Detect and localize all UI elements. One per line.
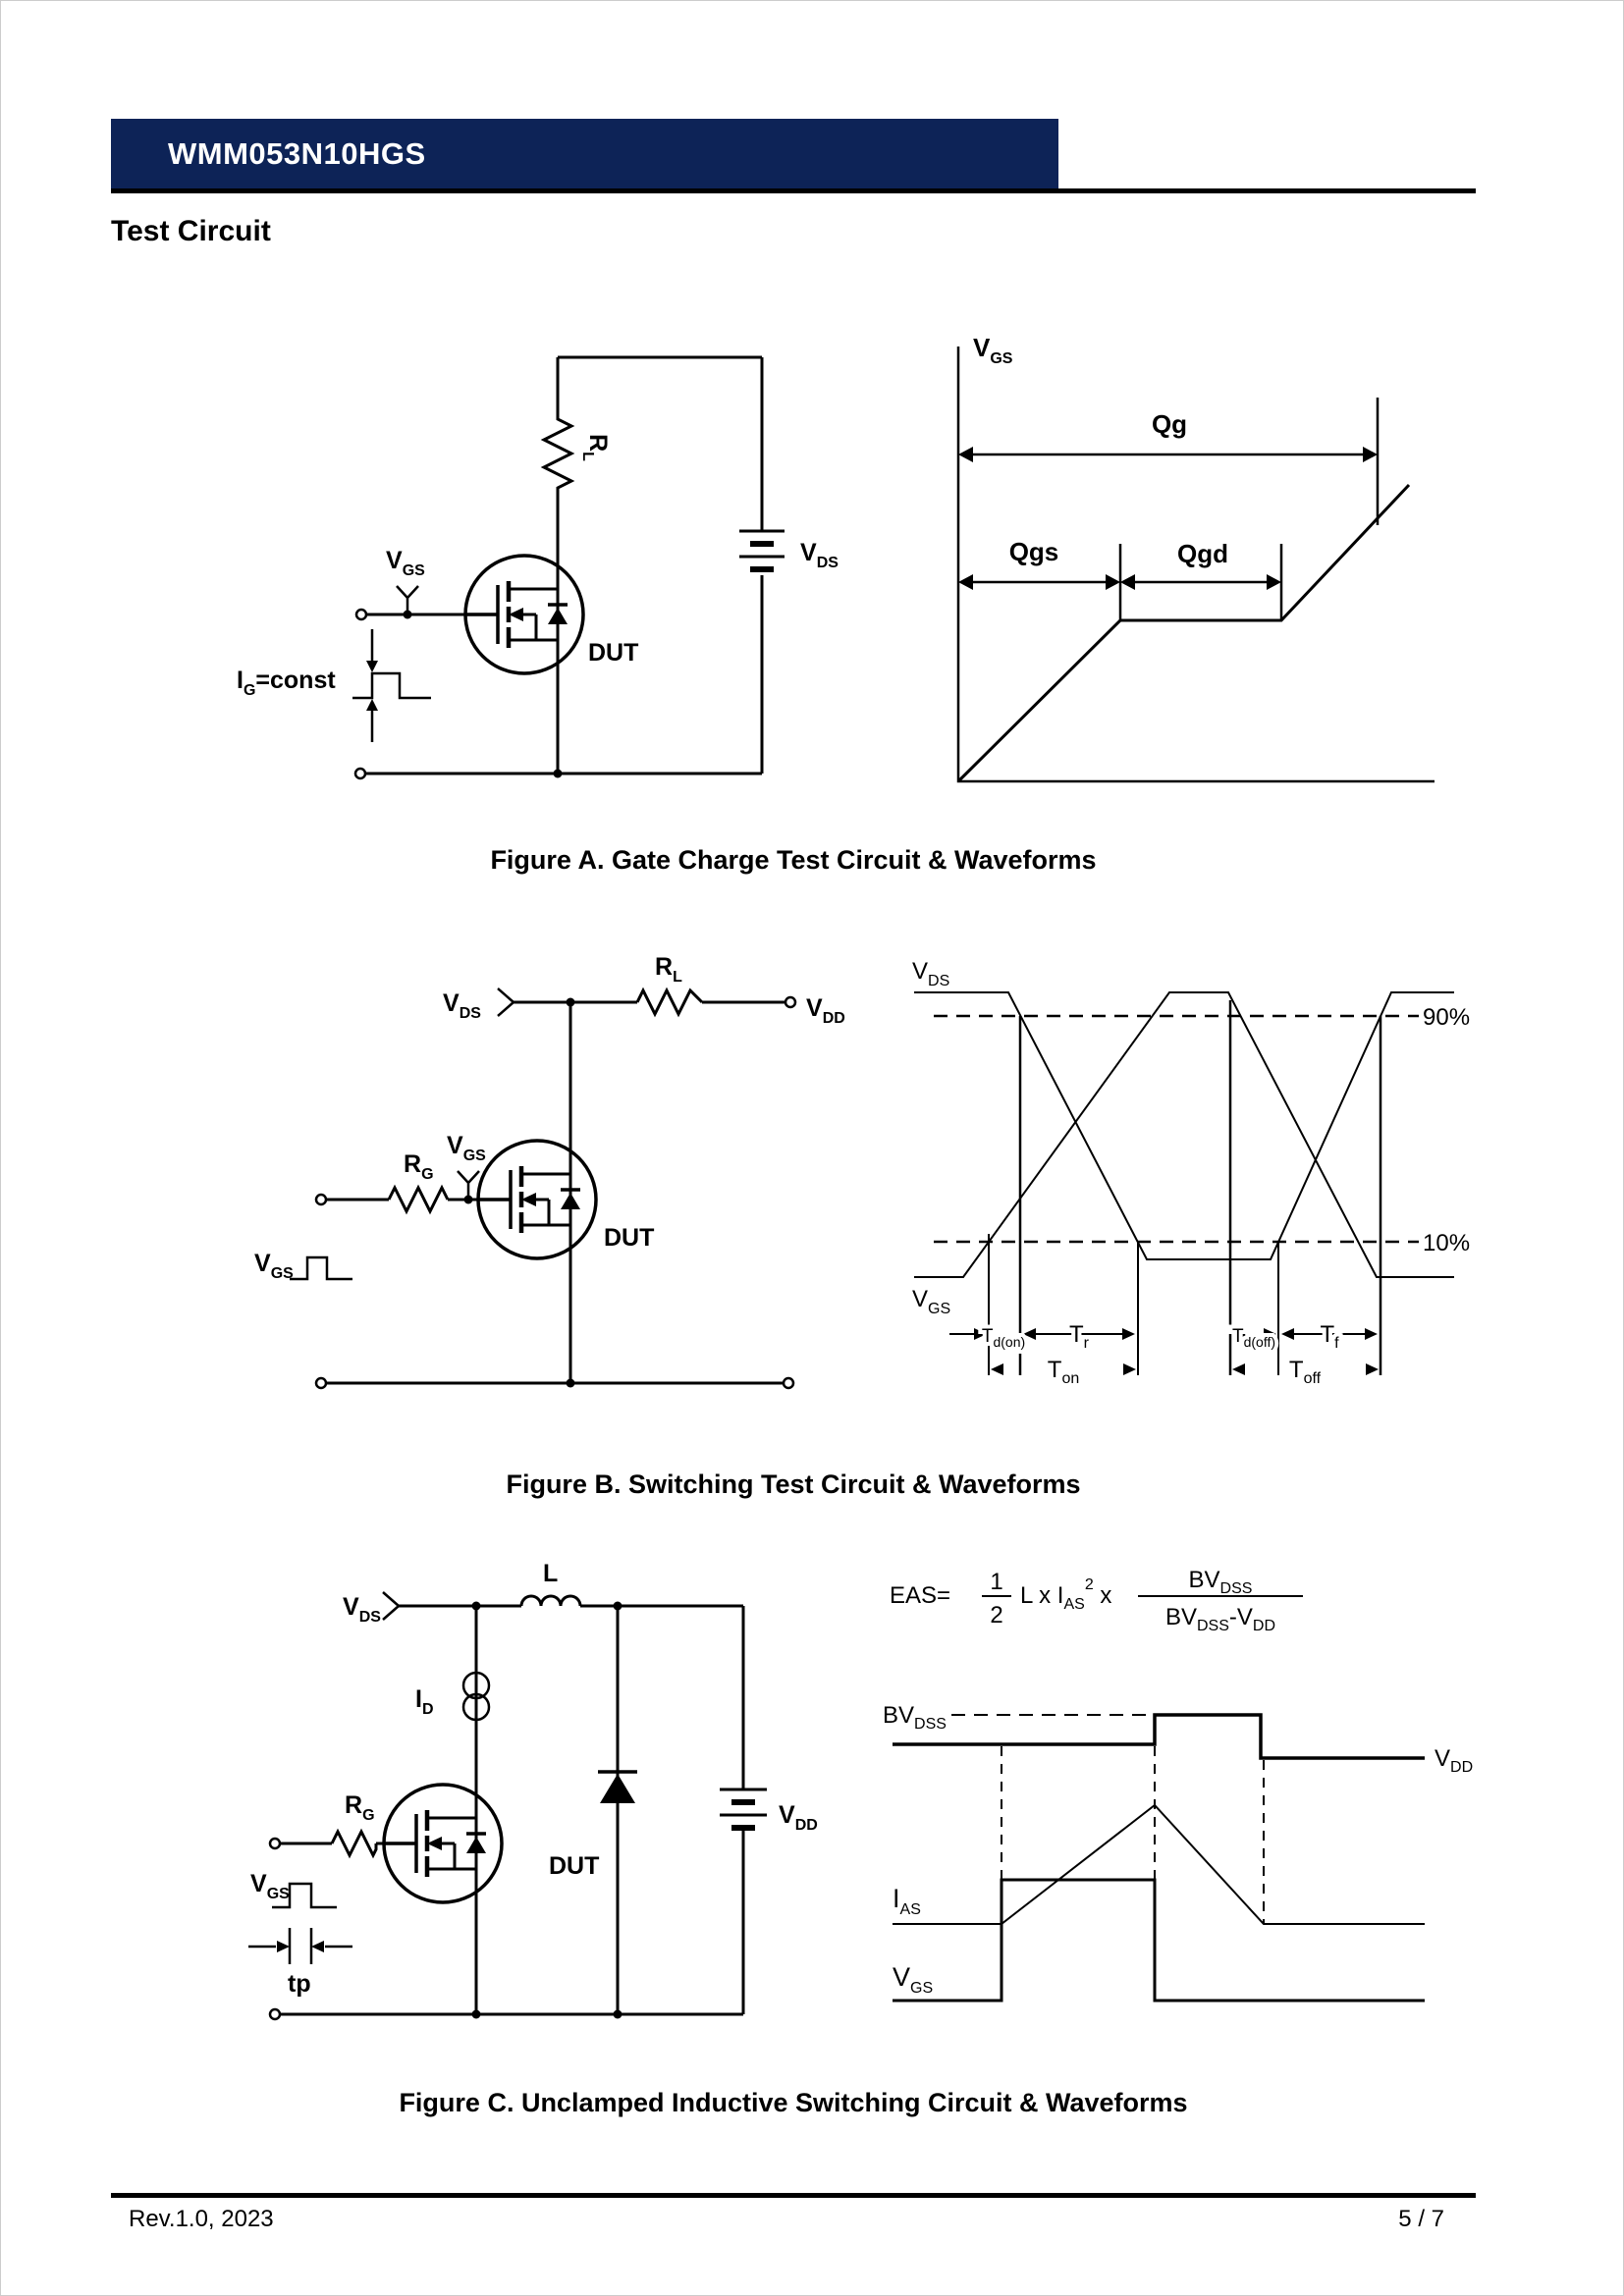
junction-dot-3 <box>472 2010 481 2019</box>
label-vgs-pulse: $V_{GS}$ <box>254 1250 294 1282</box>
label-vdd: $V_{DD}$ <box>1435 1745 1474 1776</box>
mosfet-symbol <box>465 556 583 673</box>
junction-dot-top <box>567 998 575 1007</box>
part-number: WMM053N10HGS <box>168 135 426 171</box>
page-title: Test Circuit <box>111 215 271 247</box>
source-terminal-left <box>316 1378 326 1388</box>
figure-a-waveform-chart <box>924 295 1474 796</box>
figure-a-caption: Figure A. Gate Charge Test Circuit & Waveforms <box>490 845 1097 875</box>
tp-marker <box>248 1928 352 1964</box>
label-90pct: 90% <box>1423 1004 1471 1031</box>
resistor-rg <box>389 1188 448 1211</box>
junction-dot-bottom <box>567 1379 575 1388</box>
label-vgs: $V_{GS}$ <box>250 1870 290 1902</box>
footer-revision: Rev.1.0, 2023 <box>129 2206 274 2232</box>
label-rg: $R_G$ <box>345 1791 375 1824</box>
figure-a-circuit-diagram <box>197 295 885 796</box>
gate-terminal <box>270 1839 280 1848</box>
gate-charge-curve <box>958 485 1409 781</box>
label-qgd: Qgd <box>1177 539 1228 568</box>
label-qg: Qg <box>1151 409 1188 439</box>
footer-page-number: 5 / 7 <box>1398 2206 1444 2232</box>
label-vds: $V_{DS}$ <box>912 958 950 989</box>
source-terminal <box>355 769 365 778</box>
header-bar <box>111 119 1058 188</box>
label-id: $I_D$ <box>415 1685 434 1718</box>
source-terminal-right <box>784 1378 793 1388</box>
label-vds: $V_{DS}$ <box>800 539 839 571</box>
label-l: L <box>543 1560 559 1587</box>
vgs-pulse-icon <box>290 1257 352 1279</box>
resistor-rl <box>543 411 572 494</box>
measurement-verticals <box>989 1000 1380 1375</box>
vgs-trace <box>914 992 1454 1277</box>
label-vds: $V_{DS}$ <box>443 989 481 1022</box>
figure-c-caption: Figure C. Unclamped Inductive Switching Circuit & Waveforms <box>399 2088 1188 2117</box>
label-bvdss: $BV_{DSS}$ <box>883 1702 947 1733</box>
label-vgs-probe: $V_{GS}$ <box>447 1132 486 1164</box>
formula-term: L x $I_{AS}^2$ x <box>1020 1576 1112 1613</box>
label-rl: $R_L$ <box>579 434 612 461</box>
label-ias: $I_{AS}$ <box>893 1884 921 1918</box>
diode-icon <box>598 1772 637 1803</box>
label-td-on: $T_{d(on)}$ <box>981 1326 1026 1350</box>
label-qgs: Qgs <box>1008 537 1059 566</box>
label-tp: tp <box>288 1970 311 1998</box>
label-rg: $R_G$ <box>404 1150 434 1183</box>
formula-num2: $BV_{DSS}$ <box>1188 1567 1253 1597</box>
figure-c-waveform-chart <box>875 1542 1493 2077</box>
vgs-trace <box>893 1880 1425 2001</box>
label-dut: DUT <box>604 1224 655 1252</box>
mosfet-symbol <box>478 1141 596 1258</box>
formula-den1: 2 <box>990 1602 1003 1629</box>
eas-formula <box>890 1567 1303 1634</box>
footer-rule <box>111 2193 1476 2198</box>
battery-icon <box>739 531 785 569</box>
label-td-off: $T_{d(off)}$ <box>1231 1326 1276 1350</box>
gate-terminal <box>356 610 366 619</box>
figure-b-circuit-diagram <box>197 943 845 1415</box>
resistor-rl <box>637 990 702 1014</box>
label-ig-const: $I_G=const$ <box>237 667 336 699</box>
label-vdd: $V_{DD}$ <box>806 994 845 1027</box>
vds-trace <box>914 992 1454 1259</box>
formula-den2: $BV_{DSS}-V_{DD}$ <box>1164 1604 1276 1634</box>
dashed-verticals <box>1001 1746 1264 1924</box>
label-vgs-axis: $V_{GS}$ <box>973 333 1013 367</box>
label-tr: $T_r$ <box>1069 1321 1089 1352</box>
junction-dot-4 <box>614 2010 623 2019</box>
label-toff: $T_{off}$ <box>1288 1357 1322 1387</box>
label-vgs: $V_{GS}$ <box>912 1286 951 1317</box>
junction-dot <box>554 770 563 778</box>
junction-dot-2 <box>614 1602 623 1611</box>
junction-dot-1 <box>472 1602 481 1611</box>
label-tf: $T_f$ <box>1320 1321 1339 1352</box>
figure-c-circuit-diagram <box>197 1542 845 2062</box>
formula-lhs: EAS= <box>890 1582 951 1609</box>
label-ton: $T_{on}$ <box>1047 1357 1080 1387</box>
ias-trace <box>893 1805 1425 1924</box>
label-dut: DUT <box>588 639 639 667</box>
label-rl: $R_L$ <box>655 953 682 986</box>
formula-num1: 1 <box>990 1569 1003 1595</box>
label-10pct: 10% <box>1423 1230 1471 1256</box>
label-vgs: $V_{GS}$ <box>893 1962 934 1997</box>
label-dut: DUT <box>549 1852 600 1880</box>
inductor-icon <box>521 1596 580 1606</box>
vds-probe-icon <box>498 988 514 1016</box>
gate-terminal <box>316 1195 326 1204</box>
vds-trace <box>893 1715 1425 1758</box>
label-vgs: $V_{GS}$ <box>386 547 425 579</box>
source-terminal <box>270 2009 280 2019</box>
mosfet-symbol <box>384 1785 502 1902</box>
resistor-rg <box>332 1832 376 1855</box>
vds-probe-icon <box>383 1592 399 1620</box>
ig-pulse-icon <box>352 629 431 742</box>
header-rule <box>111 188 1476 193</box>
battery-icon <box>720 1789 767 1828</box>
wires <box>325 1002 786 1383</box>
vdd-terminal <box>785 997 795 1007</box>
label-vds: $V_{DS}$ <box>343 1593 381 1626</box>
label-vdd: $V_{DD}$ <box>779 1801 818 1834</box>
figure-b-caption: Figure B. Switching Test Circuit & Waveforms <box>506 1469 1081 1499</box>
figure-b-waveform-chart <box>904 943 1474 1415</box>
